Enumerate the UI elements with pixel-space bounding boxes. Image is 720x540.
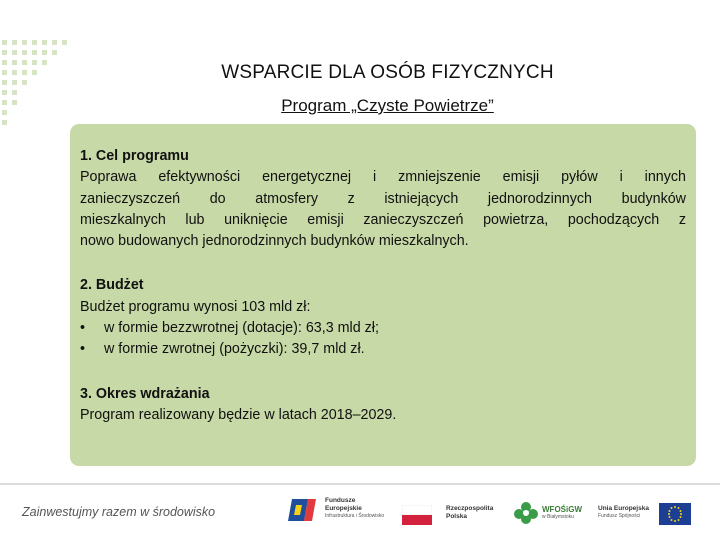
- ue-logo-subtext: Fundusz Spójności: [598, 513, 641, 519]
- spacer: [80, 361, 686, 384]
- section-1-line: Poprawa efektywności energetycznej i zmniejszenie emisji pyłów i innych: [80, 169, 686, 186]
- wfos-leaf-icon: [513, 500, 539, 526]
- rzeczpospolita-logo: [402, 505, 502, 525]
- list-item: [80, 339, 686, 360]
- spacer: [80, 252, 686, 275]
- wfos-logo-text: WFOŚiGW: [542, 505, 582, 514]
- fe-flag-icon: [288, 493, 322, 527]
- bullet-text: w formie zwrotnej (pożyczki): 39,7 mld zł.: [104, 341, 365, 358]
- bullet-icon: •: [80, 320, 86, 337]
- section-1-line: zanieczyszczeń do atmosfery z istniejących jednorodzinnych budynków: [80, 190, 686, 207]
- unia-europejska-logo: [598, 503, 691, 525]
- polish-flag-icon: [402, 505, 432, 525]
- decorative-dot-grid: [0, 38, 70, 133]
- bullet-text: w formie bezzwrotnej (dotacje): 63,3 mld zł;: [104, 320, 379, 337]
- footer-slogan: Zainwestujmy razem w środowisko: [22, 505, 216, 519]
- section-3-text: Program realizowany będzie w latach 2018–2029.: [80, 406, 397, 423]
- wfos-logo-subtext: w Białymstoku: [542, 514, 574, 520]
- fe-logo-subtext: Infrastruktura i Środowisko: [325, 513, 385, 519]
- fe-logo-text: Fundusze Europejskie: [325, 497, 362, 512]
- section-2-heading: 2. Budżet: [80, 277, 144, 294]
- section-2-intro: Budżet programu wynosi 103 mld zł:: [80, 298, 311, 315]
- slide-title: WSPARCIE DLA OSÓB FIZYCZNYCH: [221, 62, 554, 83]
- eu-flag-icon: [659, 503, 691, 525]
- bullet-icon: •: [80, 341, 86, 358]
- section-3-heading: 3. Okres wdrażania: [80, 385, 210, 402]
- content-panel: [70, 124, 696, 466]
- section-1-line: mieszkalnych lub uniknięcie emisji zanieczyszczeń powietrza, pochodzących z: [80, 211, 686, 228]
- footer-divider: [0, 483, 720, 485]
- section-1-heading: 1. Cel programu: [80, 148, 189, 164]
- slide-subtitle: Program „Czyste Powietrze”: [281, 96, 494, 115]
- section-1-line: nowo budowanych jednorodzinnych budynków mieszkalnych.: [80, 233, 469, 250]
- fundusze-europejskie-logo: [288, 493, 385, 527]
- list-item: [80, 318, 686, 339]
- wfosigw-logo: [513, 500, 582, 526]
- ue-logo-text: Unia Europejska: [598, 505, 649, 512]
- rp-logo-text: Rzeczpospolita Polska: [446, 505, 494, 520]
